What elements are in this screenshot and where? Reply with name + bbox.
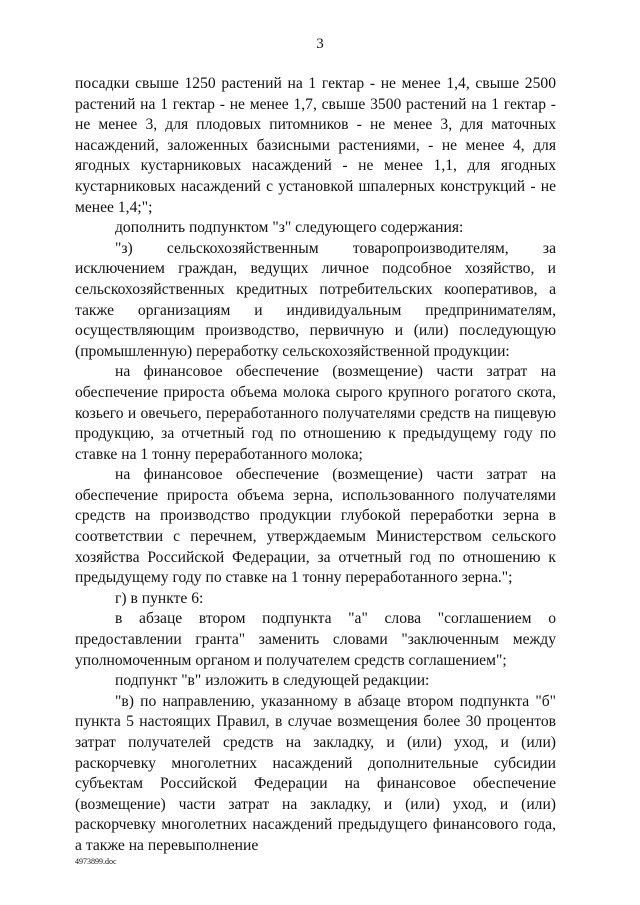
paragraph-item-6: г) в пункте 6: [115, 589, 204, 607]
document-id: 4973899.doc [75, 857, 117, 866]
paragraph-subitem-z: "з) сельскохозяйственным товаропроизводителям, за исключением граждан, ведущих личное подсобное хозяйство, и сельскохозяйственных кредитных потребительских кооперативов, а также организациям и индивидуальным предпринимателям, осуществляющим производство, первичную и (или) последующую (промышленную) переработку сельскохозяйственной продукции: [75, 239, 556, 360]
paragraph-milk-subsidy: на финансовое обеспечение (возмещение) части затрат на обеспечение прироста объема молока сырого крупного рогатого скота, козьего и овечьего, переработанного получателями средств на пищевую продукцию, за отчетный год по отношению к предыдущему году по ставке на 1 тонну переработанного молока; [75, 363, 556, 463]
paragraph-grain-subsidy: на финансовое обеспечение (возмещение) части затрат на обеспечение прироста объема зерна, использованного получателями средств на производство продукции глубокой переработки зерна в соответствии с перечнем, утверждаемым Министерством сельского хозяйства Российской Федерации, за отчетный год по отношению к предыдущему году по ставке на 1 тонну переработанного зерна."; [75, 466, 556, 587]
page-number: 3 [316, 36, 324, 52]
paragraph-add-subitem-z: дополнить подпунктом "з" следующего содержания: [115, 219, 464, 237]
paragraph-replace-words: в абзаце втором подпункта "а" слова "соглашением о предоставлении гранта" заменить словами "заключенным между уполномоченным органом и получателем средств соглашением"; [75, 610, 556, 669]
paragraph-continuation: посадки свыше 1250 растений на 1 гектар - не менее 1,4, свыше 2500 растений на 1 гектар - не менее 1,7, свыше 3500 растений на 1 гектар - не менее 3, для плодовых питомников - не менее 3, для маточных насаждений, заложенных базисными растениями, - не менее 4, для ягодных кустарниковых насаждений - не менее 1,1, для ягодных кустарниковых насаждений с установкой шпалерных конструкций - не менее 1,4;"; [75, 75, 556, 216]
paragraph-subitem-v: "в) по направлению, указанному в абзаце втором подпункта "б" пункта 5 настоящих Правил, в случае возмещения более 30 процентов затрат получателей средств на закладку, и (или) уход, и (или) раскорчевку многолетних насаждений дополнительные субсидии субъектам Российской Федерации на финансовое обеспечение (возмещение) части затрат на закладку, и (или) уход, и (или) раскорчевку многолетних насаждений предыдущего финансового года, а также на перевыполнение [75, 692, 556, 854]
document-body [75, 74, 556, 857]
paragraph-subitem-v-intro: подпункт "в" изложить в следующей редакции: [115, 672, 430, 690]
